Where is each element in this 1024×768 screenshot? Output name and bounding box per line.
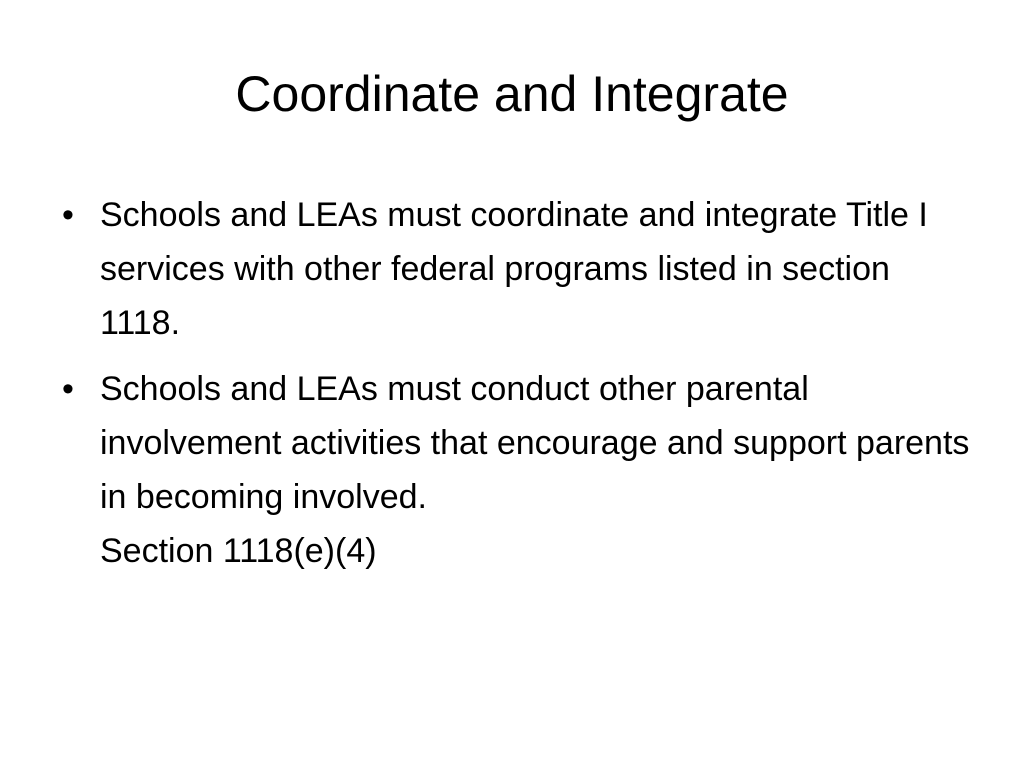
bullet-item-1 — [60, 188, 970, 350]
bullet-list — [60, 188, 970, 590]
bullet-citation: Section 1118(e)(4) — [100, 532, 377, 570]
bullet-item-2 — [60, 362, 970, 578]
slide-title: Coordinate and Integrate — [235, 66, 789, 122]
bullet-text: Schools and LEAs must coordinate and integrate Title I services with other federal programs listed in section 1118. — [100, 196, 928, 342]
bullet-icon: • — [62, 370, 74, 408]
bullet-icon: • — [62, 196, 74, 234]
bullet-text: Schools and LEAs must conduct other parental involvement activities that encourage and support parents in becoming involved. — [100, 370, 970, 516]
